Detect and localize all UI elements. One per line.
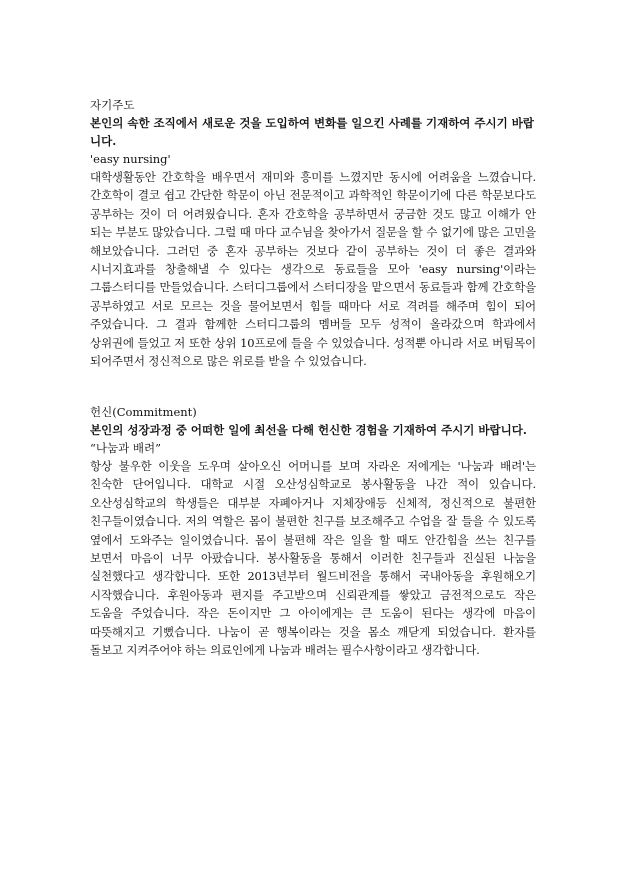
answer-body: 항상 불우한 이웃을 도우며 살아오신 어머니를 보며 자라온 저에게는 '나눔과 배려'는 친숙한 단어입니다. 대학교 시절 오산성심학교로 봉사활동을 나간 적이 있습니다. 오산성심학교의 학생들은 대부분 자폐아거나 지체장애등 신체적, 정신적으로 불편한 친구들이였습니다. 저의 역할은 몸이 불편한 친구를 보조해주고 수업을 잘 들을 수 있도록 옆에서 도와주는 일이였습니다. 몸이 불편해 작은 일을 할 때도 안간힘을 쓰는 친구를 보면서 마음이 너무 아팠습니다. 봉사활동을 통해서 이러한 친구들과 진실된 나눔을 실천했다고 생각합니다. 또한 2013년부터 월드비전을 통해서 국내아동을 후원해오기 시작했습니다. 후원아동과 편지를 주고받으며 신뢰관계를 쌓았고 금전적으로도 작은 도움을 주었습니다. 작은 돈이지만 그 아이에게는 큰 도움이 된다는 생각에 마음이 따뜻해지고 기뻤습니다. 나눔이 곧 행복이라는 것을 몸소 깨닫게 되었습니다. 환자를 돌보고 지켜주어야 하는 의료인에게 나눔과 배려는 필수사항이라고 생각합니다.: [90, 459, 536, 658]
question-text: 본인의 속한 조직에서 새로운 것을 도입하여 변화를 일으킨 사례를 기재하여 주시기 바랍니다.: [90, 116, 534, 148]
answer-title: 'easy nursing': [90, 152, 171, 166]
answer-body: 대학생활동안 간호학을 배우면서 재미와 흥미를 느꼈지만 동시에 어려움을 느꼈습니다. 간호학이 결코 쉽고 간단한 학문이 아닌 전문적이고 과학적인 학문이기에 다른 학문보다도 공부하는 것이 더 어려웠습니다. 혼자 간호학을 공부하면서 궁금한 것도 많고 이해가 안 되는 부분도 많았습니다. 그럴 때 마다 교수님을 찾아가서 질문을 할 수 없기에 많은 고민을 해보았습니다. 그러던 중 혼자 공부하는 것보다 같이 공부하는 것이 더 좋은 결과와 시너지효과를 창출해낼 수 있다는 생각으로 동료들을 모아 'easy nursing'이라는 그룹스터디를 만들었습니다. 스터디그룹에서 스터디장을 맡으면서 동료들과 함께 간호학을 공부하였고 서로 모르는 것을 물어보면서 힘들 때마다 서로 격려를 해주며 힘이 되어 주었습니다. 그 결과 함께한 스터디그룹의 멤버들 모두 성적이 올라갔으며 학과에서 상위권에 들었고 저 또한 상위 10프로에 들을 수 있었습니다. 성적뿐 아니라 서로 버팀목이 되어주면서 정신적으로 많은 위로를 받을 수 있었습니다.: [90, 170, 536, 369]
section-self-directed: [90, 96, 536, 370]
answer-title: “나눔과 배려”: [90, 441, 161, 455]
section-heading: 헌신(Commitment): [90, 405, 197, 419]
section-commitment: [90, 403, 536, 659]
question-text: 본인의 성장과정 중 어떠한 일에 최선을 다해 헌신한 경험을 기재하여 주시기 바랍니다.: [90, 423, 527, 437]
section-heading: 자기주도: [90, 98, 135, 112]
